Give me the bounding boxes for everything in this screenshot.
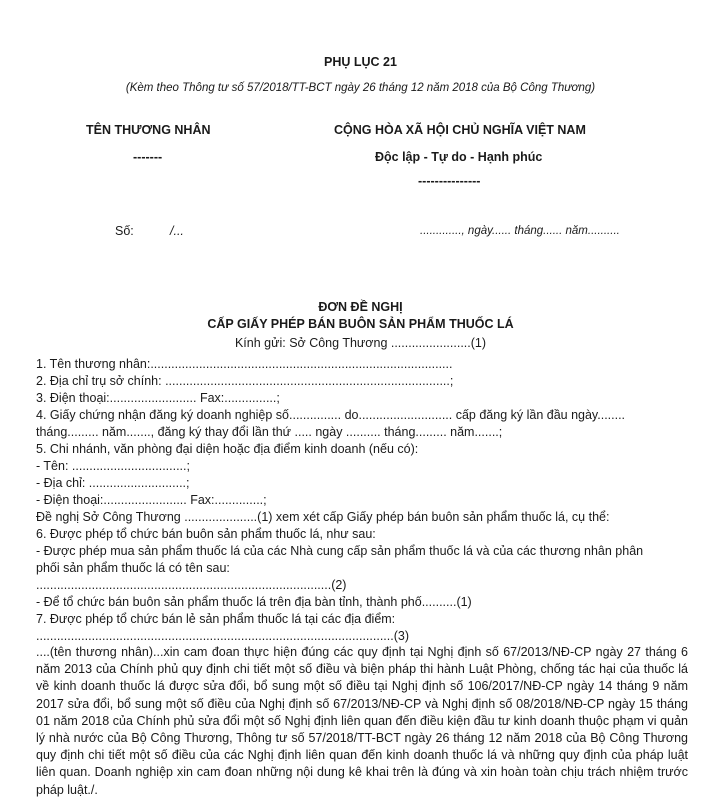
field-trader-name: 1. Tên thương nhân:....................................................................................... bbox=[36, 357, 453, 371]
commitment-paragraph: ....(tên thương nhân)...xin cam đoan thực hiện đúng các quy định tại Nghị định số 67/2013/NĐ-CP ngày 27 tháng 6 năm 2013 của Chính phủ quy định chi tiết một số điều và biện pháp thi hành Luật Phòng, chống tác hại của thuốc lá về kinh doanh thuốc lá được sửa đổi, bổ sung một số điều tại Nghị định số 106/2017/NĐ-CP ngày 14 tháng 9 năm 2017 sửa đổi, bổ sung một số điều của Nghị định số 67/2013/NĐ-CP và Nghị định số 08/2018/NĐ-CP ngày 15 tháng 01 năm 2018 của Chính phủ sửa đổi một số Nghị định liên quan đến điều kiện đầu tư kinh doanh thuộc phạm vi quản lý nhà nước của Bộ Công Thương, Thông tư số 57/2018/TT-BCT ngày 26 tháng 12 năm 2018 của Bộ Công Thương quy định chi tiết một số điều của các Nghị định liên quan đến kinh doanh thuốc lá và những quy định của pháp luật liên quan. Doanh nghiệp xin cam đoan những nội dung kê khai trên là đúng và xin hoàn toàn chịu trách nhiệm trước pháp luật./. bbox=[36, 645, 688, 797]
appendix-note: (Kèm theo Thông tư số 57/2018/TT-BCT ngày 26 tháng 12 năm 2018 của Bộ Công Thương) bbox=[125, 82, 596, 94]
retail-locations-blank: .......................................................................................................(3) bbox=[36, 629, 409, 643]
field-branch-name: - Tên: .................................; bbox=[36, 459, 190, 473]
appendix-title: PHỤ LỤC 21 bbox=[324, 55, 397, 69]
field-address: 2. Địa chỉ trụ sở chính: ..................................................................................; bbox=[36, 374, 454, 388]
number-value: /... bbox=[170, 224, 184, 238]
field-business-registration: 4. Giấy chứng nhận đăng ký doanh nghiệp số............... do........................... cấp đăng ký lần đầu ngày........ bbox=[36, 408, 626, 422]
motto-dashes: --------------- bbox=[418, 174, 481, 188]
field-phone-fax: 3. Điện thoại:......................... Fax:...............; bbox=[36, 391, 280, 405]
section-6-territory: - Để tổ chức bán buôn sản phẩm thuốc lá trên địa bàn tỉnh, thành phố..........(1) bbox=[36, 595, 472, 609]
supplier-list-blank: .....................................................................................(2) bbox=[36, 578, 347, 592]
section-7-heading: 7. Được phép tổ chức bán lẻ sản phẩm thuốc lá tại các địa điểm: bbox=[36, 612, 396, 626]
field-branch-heading: 5. Chi nhánh, văn phòng đại diện hoặc địa điểm kinh doanh (nếu có): bbox=[36, 442, 419, 456]
form-title: ĐƠN ĐỀ NGHỊ bbox=[318, 300, 403, 314]
section-6-purchase-cont: phối sản phẩm thuốc lá có tên sau: bbox=[36, 561, 230, 575]
trader-dashes: ------- bbox=[133, 150, 163, 164]
section-6-purchase: - Được phép mua sản phẩm thuốc lá của các Nhà cung cấp sản phẩm thuốc lá và của các thương nhân phân bbox=[36, 544, 644, 558]
field-registration-date: tháng......... năm......., đăng ký thay đổi lần thứ ..... ngày .......... tháng......... năm.......; bbox=[36, 425, 503, 439]
trader-name-label: TÊN THƯƠNG NHÂN bbox=[86, 123, 211, 137]
field-branch-address: - Địa chỉ: ............................; bbox=[36, 476, 190, 490]
motto: Độc lập - Tự do - Hạnh phúc bbox=[375, 150, 543, 164]
request-line: Đề nghị Sở Công Thương .....................(1) xem xét cấp Giấy phép bán buôn sản phẩm thuốc lá, cụ thể: bbox=[36, 510, 610, 524]
republic-title: CỘNG HÒA XÃ HỘI CHỦ NGHĨA VIỆT NAM bbox=[334, 123, 586, 137]
form-subtitle: CẤP GIẤY PHÉP BÁN BUÔN SẢN PHẨM THUỐC LÁ bbox=[207, 317, 514, 331]
number-label: Số: bbox=[115, 224, 134, 238]
addressee: Kính gửi: Sở Công Thương .......................(1) bbox=[234, 336, 487, 350]
date-line: ............., ngày...... tháng...... năm.......... bbox=[420, 225, 620, 237]
section-6-heading: 6. Được phép tổ chức bán buôn sản phẩm thuốc lá, như sau: bbox=[36, 527, 376, 541]
field-branch-phone: - Điện thoại:........................ Fax:..............; bbox=[36, 493, 267, 507]
